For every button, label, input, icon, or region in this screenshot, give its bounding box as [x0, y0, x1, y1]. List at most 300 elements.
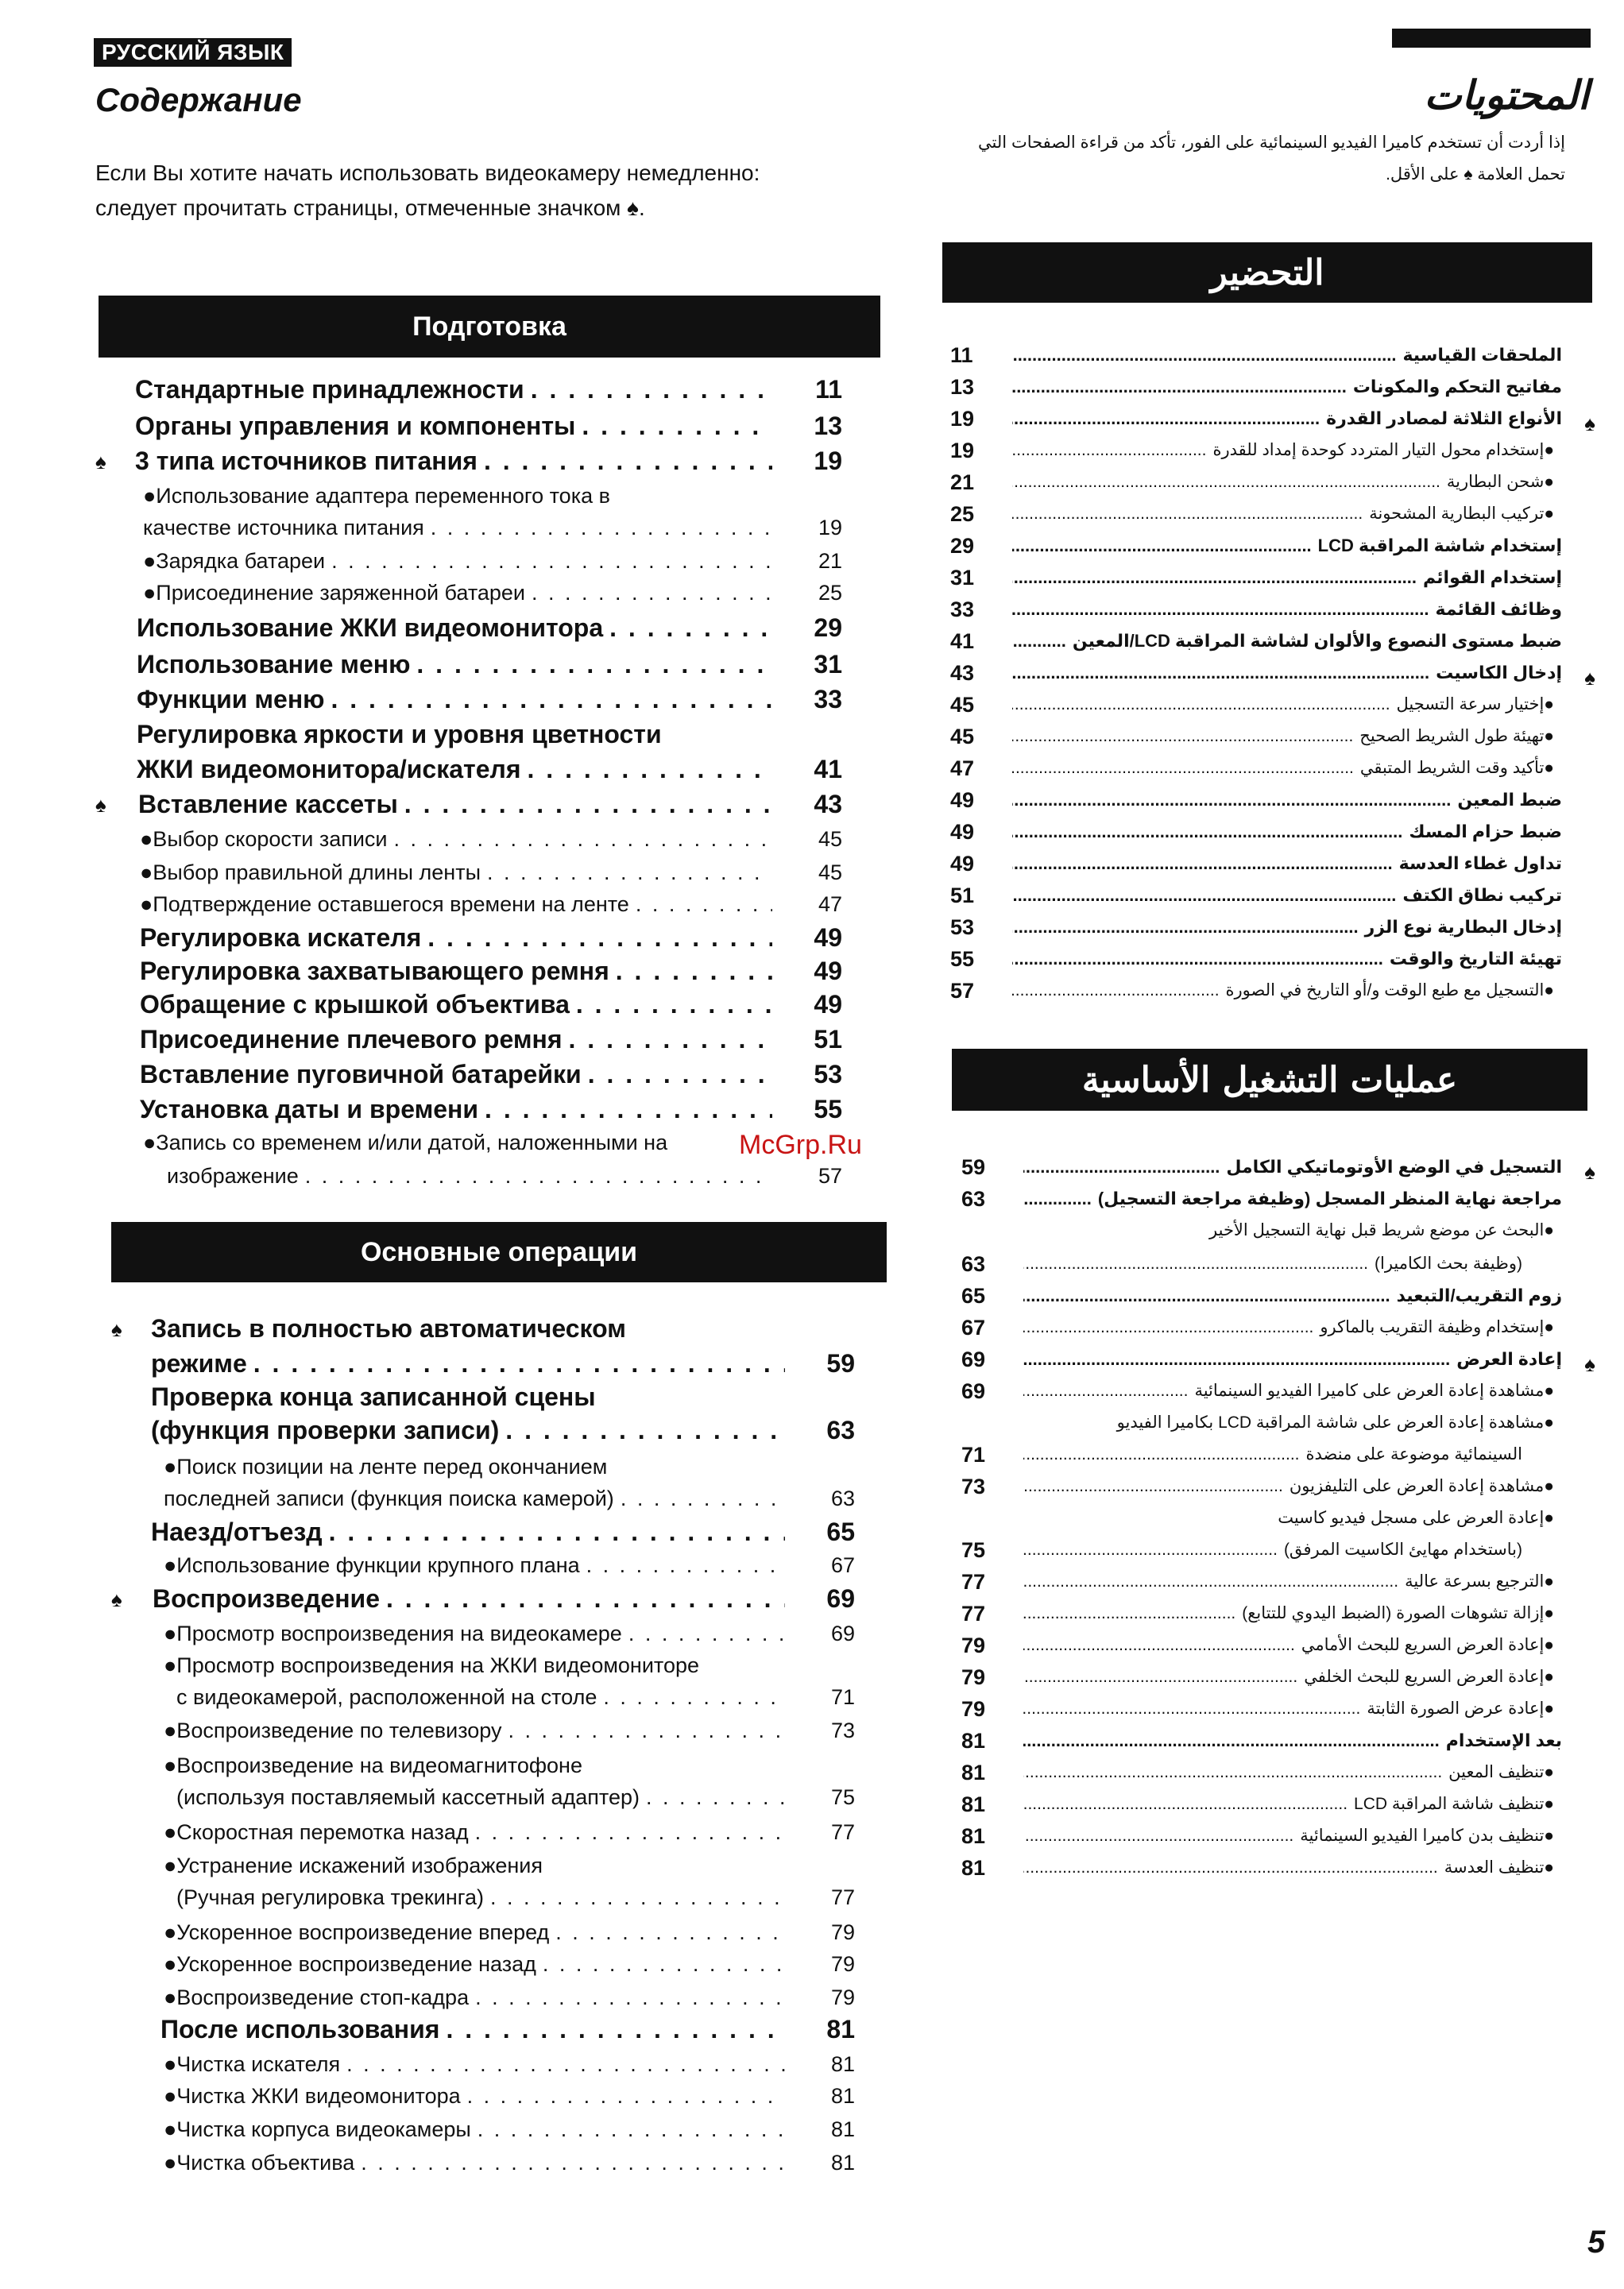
- dot-leader: [603, 1681, 785, 1713]
- toc-entry: [961, 1697, 1562, 1721]
- toc-entry-title: السينمائية موضوعة على منضدة: [1305, 1445, 1522, 1463]
- toc-page-number: 45: [818, 827, 842, 851]
- toc-entry-title: ●Использование адаптера переменного тока в: [143, 484, 610, 508]
- toc-entry-title: ●التسجيل مع طبع الوقت و/أو التاريخ في الصورة: [1225, 981, 1554, 1000]
- dot-leader: [490, 1881, 785, 1913]
- toc-entry-title: ●مشاهدة إعادة العرض على التليفزيون: [1289, 1477, 1554, 1495]
- arabic-page-title: المحتويات: [1424, 72, 1589, 118]
- toc-page-number: 81: [830, 2052, 855, 2076]
- toc-entry: [961, 1411, 1562, 1435]
- toc-entry-title: مراجعة نهاية المنظر المسجل (وظيفة مراجعة التسجيل): [1097, 1189, 1562, 1208]
- toc-page-number: 59: [826, 1349, 855, 1378]
- toc-entry-title: إستخدام القوائم: [1423, 567, 1562, 587]
- toc-entry-title: ●تنظيف المعين: [1448, 1763, 1554, 1781]
- toc-entry: [151, 2147, 855, 2179]
- toc-entry-title: с видеокамерой, расположенной на столе: [176, 1685, 597, 1709]
- dot-leader: [1012, 979, 1220, 1003]
- toc-entry-title: تركيب نطاق الكتف: [1402, 885, 1562, 905]
- toc-entry-title: ●Устранение искажений изображения: [164, 1854, 543, 1877]
- toc-page-number: 65: [961, 1284, 986, 1308]
- dot-leader: [484, 445, 772, 477]
- toc-page-number: 21: [950, 470, 975, 494]
- toc-entry: [135, 577, 842, 609]
- toc-entry-title: الملحقات القياسية: [1402, 345, 1562, 365]
- toc-page-number: 81: [961, 1856, 986, 1880]
- toc-page-number: 65: [826, 1518, 855, 1546]
- toc-entry: [135, 1093, 842, 1125]
- toc-entry-title: ●مشاهدة إعادة العرض على شاشة المراقبة LCD بكاميرا الفيديو: [1116, 1413, 1554, 1432]
- dot-leader: [1023, 1155, 1220, 1179]
- toc-entry: [151, 1982, 855, 2013]
- toc-page-number: 45: [818, 860, 842, 884]
- toc-entry-title: ●Ускоренное воспроизведение вперед: [164, 1920, 550, 1944]
- toc-entry: [151, 1649, 855, 1681]
- language-label: РУССКИЙ ЯЗЫК: [94, 38, 292, 67]
- dot-leader: [446, 2013, 785, 2045]
- dot-leader: [416, 648, 772, 680]
- toc-page-number: 81: [830, 2151, 855, 2175]
- toc-entry-title: ●Скоростная перемотка назад: [164, 1820, 469, 1844]
- toc-entry-title: إعادة العرض: [1456, 1349, 1562, 1369]
- toc-entry: [961, 1602, 1562, 1626]
- toc-entry: [961, 1824, 1562, 1848]
- toc-page-number: 49: [814, 990, 842, 1019]
- dot-leader: [1012, 947, 1383, 971]
- toc-page-number: 79: [961, 1634, 986, 1657]
- dot-leader: [1012, 788, 1451, 812]
- toc-entry-title: ●إعادة العرض السريع للبحث الخلفي: [1304, 1668, 1554, 1686]
- toc-entry: [961, 1443, 1562, 1467]
- toc-entry-title: ●Воспроизведение стоп-кадра: [164, 1985, 470, 2009]
- russian-section-header-ops: Основные операции: [111, 1222, 887, 1282]
- toc-entry: [135, 988, 842, 1020]
- spade-marker-icon: ♠: [1584, 1160, 1595, 1184]
- toc-page-number: 11: [950, 343, 973, 367]
- toc-entry: [961, 1379, 1562, 1403]
- toc-entry: [961, 1665, 1562, 1689]
- toc-entry-title: ●Подтверждение оставшегося времени на ленте: [140, 892, 629, 916]
- toc-entry-title: مفاتيح التحكم والمكونات: [1352, 377, 1562, 396]
- toc-entry: [950, 979, 1562, 1003]
- dot-leader: [329, 1516, 785, 1548]
- toc-page-number: 53: [950, 915, 975, 939]
- toc-entry: [950, 534, 1562, 558]
- dot-leader: [1012, 693, 1390, 717]
- toc-page-number: 49: [814, 957, 842, 985]
- dot-leader: [1012, 661, 1429, 685]
- dot-leader: [586, 1549, 785, 1581]
- page-number: 5: [1587, 2225, 1606, 2260]
- toc-entry-title: تهيئة التاريخ والوقت: [1389, 949, 1562, 969]
- dot-leader: [1023, 1443, 1300, 1467]
- dot-leader: [569, 1023, 773, 1055]
- toc-entry: [135, 788, 842, 820]
- toc-entry-title: ●تنظيف العدسة: [1444, 1858, 1554, 1877]
- toc-entry: [151, 1483, 855, 1514]
- toc-page-number: 73: [830, 1719, 855, 1742]
- toc-entry: [950, 629, 1562, 653]
- toc-entry: [151, 2113, 855, 2145]
- toc-entry-title: Функции меню: [137, 685, 325, 713]
- dot-leader: [1012, 343, 1396, 367]
- dot-leader: [528, 753, 773, 785]
- dot-leader: [1012, 566, 1417, 590]
- dot-leader: [508, 1715, 785, 1746]
- spade-marker-icon: ♠: [1584, 1352, 1595, 1376]
- toc-entry-title: ●Воспроизведение по телевизору: [164, 1719, 502, 1742]
- dot-leader: [531, 373, 772, 405]
- dot-leader: [532, 577, 772, 609]
- dot-leader: [1023, 1729, 1440, 1753]
- toc-page-number: 69: [826, 1584, 855, 1613]
- dot-leader: [478, 2113, 785, 2145]
- toc-page-number: 45: [950, 725, 975, 748]
- toc-entry-title: الأنواع الثلاثة لمصادر القدرة: [1326, 408, 1562, 428]
- toc-page-number: 43: [814, 790, 842, 818]
- toc-entry-title: После использования: [160, 2015, 440, 2043]
- dot-leader: [1023, 1602, 1235, 1626]
- russian-section-header-prep: Подготовка: [99, 296, 880, 358]
- toc-page-number: 13: [814, 412, 842, 440]
- toc-entry-title: Регулировка захватывающего ремня: [140, 957, 609, 985]
- toc-page-number: 59: [961, 1155, 986, 1179]
- toc-entry: [135, 683, 842, 715]
- toc-entry: [151, 1414, 855, 1446]
- toc-entry-title: Стандартные принадлежности: [135, 375, 524, 404]
- toc-entry: [961, 1570, 1562, 1594]
- toc-entry: [151, 1618, 855, 1649]
- toc-entry: [961, 1856, 1562, 1880]
- toc-entry-title: качестве источника питания: [143, 516, 424, 539]
- toc-entry: [151, 2080, 855, 2112]
- dot-leader: [1012, 884, 1396, 907]
- toc-entry-title: ●تأكيد وقت الشريط المتبقي: [1359, 759, 1554, 777]
- toc-entry: [950, 343, 1562, 367]
- toc-entry: [950, 693, 1562, 717]
- toc-entry: [135, 648, 842, 680]
- toc-entry-title: режиме: [151, 1349, 247, 1378]
- toc-page-number: 19: [950, 439, 975, 462]
- dot-leader: [431, 512, 772, 543]
- toc-entry-title: Запись в полностью автоматическом: [151, 1314, 626, 1343]
- dot-leader: [475, 1982, 785, 2013]
- toc-entry: [950, 756, 1562, 780]
- toc-page-number: 77: [830, 1820, 855, 1844]
- toc-entry: [961, 1792, 1562, 1816]
- toc-entry: [950, 566, 1562, 590]
- toc-entry: [950, 725, 1562, 748]
- toc-page-number: 43: [950, 661, 975, 685]
- toc-entry: [151, 1750, 855, 1781]
- toc-entry: [151, 2048, 855, 2080]
- toc-entry: [961, 1155, 1562, 1179]
- toc-entry-title: изображение: [167, 1164, 299, 1188]
- toc-entry: [950, 915, 1562, 939]
- toc-entry-title: إدخال الكاسيت: [1436, 663, 1562, 682]
- toc-entry-title: ●تنظيف شاشة المراقبة LCD: [1354, 1795, 1554, 1813]
- toc-page-number: 81: [830, 2084, 855, 2108]
- toc-entry: [151, 1313, 855, 1344]
- toc-entry-title: ●Ускоренное воспроизведение назад: [164, 1952, 536, 1976]
- toc-entry-title: ●Запись со временем и/или датой, наложенными на: [143, 1131, 668, 1154]
- toc-entry: [135, 955, 842, 987]
- dot-leader: [628, 1618, 785, 1649]
- toc-entry-title: ●إستخدام محول التيار المتردد كوحدة إمداد للقدرة: [1212, 441, 1554, 459]
- dot-leader: [1023, 1665, 1297, 1689]
- toc-entry: [135, 823, 842, 855]
- toc-entry: [961, 1506, 1562, 1530]
- toc-entry-title: بعد الإستخدام: [1445, 1730, 1562, 1750]
- dot-leader: [487, 856, 772, 888]
- toc-entry-title: Воспроизведение: [153, 1584, 380, 1613]
- toc-entry-title: ●Чистка искателя: [164, 2052, 341, 2076]
- toc-page-number: 49: [950, 852, 975, 876]
- toc-entry-title: Регулировка искателя: [140, 923, 422, 952]
- toc-page-number: 57: [950, 979, 975, 1003]
- toc-entry: [950, 375, 1562, 399]
- dot-leader: [646, 1781, 785, 1813]
- toc-entry-title: ●Чистка объектива: [164, 2151, 355, 2175]
- dot-leader: [1023, 1792, 1348, 1816]
- toc-entry: [135, 753, 842, 785]
- dot-leader: [1012, 629, 1066, 653]
- toc-page-number: 81: [961, 1729, 986, 1753]
- toc-page-number: 41: [814, 755, 842, 783]
- toc-page-number: 75: [830, 1785, 855, 1809]
- toc-entry-title: (Ручная регулировка трекинга): [176, 1885, 485, 1909]
- dot-leader: [1012, 915, 1359, 939]
- toc-entry: [151, 1916, 855, 1948]
- dot-leader: [1012, 597, 1429, 621]
- toc-entry: [950, 407, 1562, 431]
- dot-leader: [404, 788, 772, 820]
- toc-entry: [135, 1127, 842, 1158]
- toc-page-number: 69: [961, 1347, 986, 1371]
- toc-page-number: 81: [961, 1792, 986, 1816]
- toc-entry: [950, 597, 1562, 621]
- dot-leader: [1023, 1538, 1278, 1562]
- toc-entry: [950, 470, 1562, 494]
- toc-entry-title: تداول غطاء العدسة: [1398, 853, 1562, 873]
- toc-page-number: 63: [826, 1416, 855, 1444]
- toc-page-number: 51: [950, 884, 975, 907]
- toc-entry: [961, 1252, 1562, 1276]
- toc-page-number: 69: [830, 1622, 855, 1645]
- spade-marker-icon: ♠: [111, 1317, 122, 1341]
- toc-entry-title: ●تركيب البطارية المشحونة: [1369, 505, 1554, 523]
- toc-entry-title: Вставление пуговичной батарейки: [140, 1060, 582, 1088]
- toc-entry-title: ●Присоединение заряженной батареи: [143, 581, 526, 605]
- dot-leader: [588, 1058, 772, 1090]
- toc-entry-title: Использование ЖКИ видеомонитора: [137, 613, 604, 642]
- toc-entry-title: ●Чистка корпуса видеокамеры: [164, 2117, 471, 2141]
- dot-leader: [1023, 1570, 1398, 1594]
- dot-leader: [1012, 439, 1206, 462]
- toc-entry-title: 3 типа источников питания: [135, 447, 478, 475]
- toc-entry: [135, 480, 842, 512]
- toc-entry: [151, 1850, 855, 1881]
- toc-page-number: 63: [961, 1187, 986, 1211]
- toc-page-number: 33: [814, 685, 842, 713]
- toc-entry: [961, 1284, 1562, 1308]
- toc-entry: [950, 661, 1562, 685]
- dot-leader: [485, 1093, 772, 1125]
- toc-page-number: 31: [814, 650, 842, 679]
- toc-page-number: 69: [961, 1379, 986, 1403]
- toc-page-number: 19: [950, 407, 975, 431]
- spade-marker-icon: ♠: [1584, 666, 1595, 690]
- toc-page-number: 79: [830, 1920, 855, 1944]
- toc-entry-title: ●Зарядка батареи: [143, 549, 326, 573]
- dot-leader: [1023, 1187, 1092, 1211]
- dot-leader: [505, 1414, 785, 1446]
- toc-entry: [135, 373, 842, 405]
- toc-entry: [151, 1681, 855, 1713]
- spade-marker-icon: ♠: [95, 450, 106, 474]
- dot-leader: [1012, 375, 1347, 399]
- toc-entry: [151, 1881, 855, 1913]
- dot-leader: [394, 823, 772, 855]
- toc-page-number: 71: [830, 1685, 855, 1709]
- arabic-section-header-ops: عمليات التشغيل الأساسية: [952, 1049, 1587, 1111]
- toc-entry: [950, 852, 1562, 876]
- toc-entry: [950, 788, 1562, 812]
- toc-entry-title: ●إختيار سرعة التسجيل: [1396, 695, 1554, 713]
- dot-leader: [576, 988, 772, 1020]
- toc-entry: [151, 1583, 855, 1614]
- toc-entry: [950, 884, 1562, 907]
- toc-entry-title: Установка даты и времени: [140, 1095, 479, 1123]
- toc-entry-title: ضبط مستوى النصوع والألوان لشاشة المراقبة LCD/المعين: [1072, 631, 1562, 651]
- toc-entry: [950, 947, 1562, 971]
- toc-entry: [151, 1451, 855, 1483]
- toc-entry: [135, 1023, 842, 1055]
- toc-entry: [961, 1634, 1562, 1657]
- toc-entry: [135, 718, 842, 750]
- toc-entry-title: последней записи (функция поиска камерой): [164, 1487, 614, 1510]
- toc-page-number: 63: [961, 1252, 986, 1276]
- toc-entry-title: Присоединение плечевого ремня: [140, 1025, 563, 1054]
- toc-entry-title: إستخدام شاشة المراقبة LCD: [1317, 536, 1562, 555]
- dot-leader: [475, 1816, 785, 1848]
- toc-page-number: 57: [818, 1164, 842, 1188]
- toc-page-number: 49: [814, 923, 842, 952]
- toc-page-number: 19: [814, 447, 842, 475]
- dot-leader: [1023, 1856, 1438, 1880]
- toc-page-number: 79: [961, 1665, 986, 1689]
- toc-entry-title: ●إعادة العرض على مسجل فيديو كاسيت: [1278, 1509, 1554, 1527]
- toc-entry-title: وظائف القائمة: [1435, 599, 1562, 619]
- toc-entry: [950, 820, 1562, 844]
- toc-entry: [151, 1781, 855, 1813]
- dot-leader: [1023, 1316, 1313, 1340]
- dot-leader: [543, 1948, 785, 1980]
- toc-entry-title: ●مشاهدة إعادة العرض على كاميرا الفيديو السينمائية: [1194, 1382, 1554, 1400]
- toc-page-number: 81: [830, 2117, 855, 2141]
- toc-entry-title: ЖКИ видеомонитора/искателя: [137, 755, 521, 783]
- dot-leader: [346, 2048, 785, 2080]
- toc-entry: [151, 2013, 855, 2045]
- toc-page-number: 29: [950, 534, 975, 558]
- toc-entry-title: (функция проверки записи): [151, 1416, 500, 1444]
- toc-entry-title: التسجيل في الوضع الأوتوماتيكي الكامل: [1226, 1157, 1562, 1177]
- toc-entry-title: (باستخدام مهايئ الكاسيت المرفق): [1283, 1541, 1522, 1559]
- toc-entry: [151, 1816, 855, 1848]
- toc-page-number: 41: [950, 629, 975, 653]
- toc-page-number: 77: [830, 1885, 855, 1909]
- toc-entry-title: ●إستخدام وظيفة التقريب بالماكرو: [1320, 1318, 1554, 1336]
- spade-marker-icon: ♠: [111, 1587, 122, 1611]
- dot-leader: [467, 2080, 785, 2112]
- toc-entry: [961, 1761, 1562, 1784]
- toc-entry-title: (используя поставляемый кассетный адаптер): [176, 1785, 640, 1809]
- toc-entry: [135, 1058, 842, 1090]
- dot-leader: [1012, 725, 1353, 748]
- dot-leader: [1023, 1475, 1283, 1498]
- toc-page-number: 19: [818, 516, 842, 539]
- toc-entry-title: ●Просмотр воспроизведения на ЖКИ видеомониторе: [164, 1653, 700, 1677]
- dot-leader: [555, 1916, 785, 1948]
- toc-page-number: 79: [961, 1697, 986, 1721]
- toc-entry: [961, 1219, 1562, 1243]
- toc-page-number: 45: [950, 693, 975, 717]
- toc-entry: [135, 856, 842, 888]
- toc-entry: [135, 612, 842, 644]
- toc-entry: [151, 1516, 855, 1548]
- toc-page-number: 51: [814, 1025, 842, 1054]
- toc-entry-title: Вставление кассеты: [138, 790, 398, 818]
- toc-entry: [135, 545, 842, 577]
- toc-page-number: 79: [830, 1985, 855, 2009]
- russian-intro-text: Если Вы хотите начать использовать видеокамеру немедленно: следует прочитать страницы, отмеченные значком ♠.: [95, 160, 760, 220]
- dot-leader: [1023, 1761, 1442, 1784]
- dot-leader: [621, 1483, 785, 1514]
- toc-entry: [151, 1948, 855, 1980]
- toc-page-number: 29: [814, 613, 842, 642]
- toc-page-number: 67: [961, 1316, 986, 1340]
- dot-leader: [1012, 852, 1393, 876]
- dot-leader: [1012, 820, 1402, 844]
- toc-page-number: 55: [814, 1095, 842, 1123]
- toc-entry: [961, 1729, 1562, 1753]
- toc-entry-title: Органы управления и компоненты: [135, 412, 576, 440]
- toc-entry-title: إدخال البطارية نوع الزر: [1364, 917, 1562, 937]
- toc-entry: [151, 1381, 855, 1413]
- toc-entry-title: ●الترجيع بسرعة عالية: [1405, 1572, 1554, 1591]
- toc-entry-title: ●Выбор правильной длины ленты: [140, 860, 481, 884]
- toc-page-number: 81: [961, 1824, 986, 1848]
- toc-entry: [135, 410, 842, 442]
- watermark: McGrp.Ru: [739, 1130, 862, 1160]
- dot-leader: [1023, 1824, 1293, 1848]
- toc-entry: [961, 1475, 1562, 1498]
- dot-leader: [331, 683, 772, 715]
- russian-page-title: Содержание: [95, 81, 302, 118]
- toc-entry-title: ●إزالة تشوهات الصورة (الضبط اليدوي للتتابع): [1242, 1604, 1554, 1622]
- toc-entry-title: ●شحن البطارية: [1446, 473, 1554, 491]
- toc-entry-title: ●Просмотр воспроизведения на видеокамере: [164, 1622, 622, 1645]
- toc-page-number: 55: [950, 947, 975, 971]
- toc-entry-title: زوم التقريب/التبعيد: [1396, 1286, 1562, 1305]
- dot-leader: [1023, 1347, 1450, 1371]
- toc-entry: [135, 1160, 842, 1192]
- toc-page-number: 79: [830, 1952, 855, 1976]
- toc-page-number: 81: [826, 2015, 855, 2043]
- arabic-intro-text: إذا أردت أن تستخدم كاميرا الفيديو السينمائية على الفور، تأكد من قراءة الصفحات التي تحمل العلامة ♠ على الأقل.: [978, 133, 1565, 184]
- toc-page-number: 53: [814, 1060, 842, 1088]
- dot-leader: [582, 410, 772, 442]
- toc-entry-title: ●Воспроизведение на видеомагнитофоне: [164, 1753, 582, 1777]
